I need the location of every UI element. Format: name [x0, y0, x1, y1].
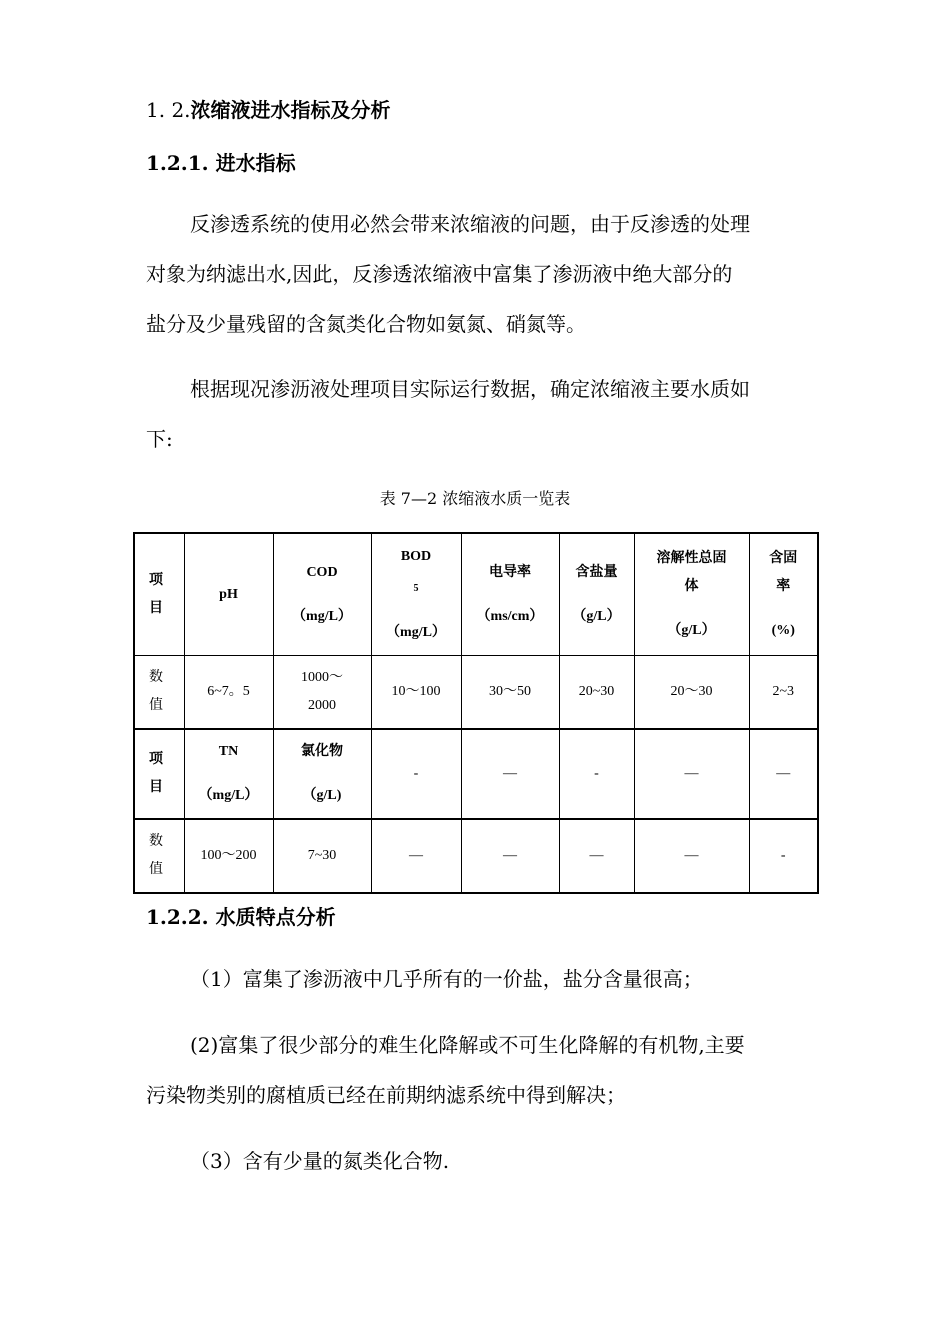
value-cell-empty: —: [461, 819, 559, 893]
value-cell-empty: —: [634, 819, 749, 893]
subsection-heading-analysis: 1.2.2. 水质特点分析: [146, 905, 336, 929]
paragraph-line: 盐分及少量残留的含氮类化合物如氨氮、硝氮等。: [146, 312, 586, 336]
paragraph-line: 根据现况渗沥液处理项目实际运行数据，确定浓缩液主要水质如: [190, 377, 750, 401]
value-cell-conductivity: 30～50: [461, 656, 559, 730]
value-cell-empty: -: [749, 819, 818, 893]
header-cell-cod: COD （mg/L）: [273, 533, 371, 656]
header-cell-empty: —: [461, 729, 559, 819]
header-cell-item: 项 目: [134, 533, 184, 656]
header-cell-tn: TN （mg/L）: [184, 729, 273, 819]
water-quality-table: [133, 532, 819, 894]
subsection-heading-intake: 1.2.1. 进水指标: [146, 151, 296, 175]
table-header-row-1: [134, 533, 818, 656]
header-cell-tds: 溶解性总固 体 （g/L）: [634, 533, 749, 656]
paragraph-line: 下:: [146, 427, 173, 451]
value-cell-tn: 100～200: [184, 819, 273, 893]
table-header-row-2: [134, 729, 818, 819]
value-cell-salt: 20~30: [559, 656, 634, 730]
header-cell-salt: 含盐量 （g/L）: [559, 533, 634, 656]
table-values-row-2: [134, 819, 818, 893]
value-cell-chloride: 7~30: [273, 819, 371, 893]
paragraph-line: 污染物类别的腐植质已经在前期纳滤系统中得到解决；: [146, 1083, 626, 1107]
header-cell-empty: —: [749, 729, 818, 819]
value-cell-cod: 1000～ 2000: [273, 656, 371, 730]
row-label-values: 数 值: [134, 656, 184, 730]
value-cell-empty: —: [371, 819, 461, 893]
header-cell-conductivity: 电导率 （ms/cm）: [461, 533, 559, 656]
header-cell-chloride: 氯化物 （g/L): [273, 729, 371, 819]
row-label-values: 数 值: [134, 819, 184, 893]
header-cell-bod: BOD $_5$ （mg/L）: [371, 533, 461, 656]
header-cell-empty: -: [371, 729, 461, 819]
header-cell-item: 项 目: [134, 729, 184, 819]
value-cell-empty: —: [559, 819, 634, 893]
header-cell-ph: pH: [184, 533, 273, 656]
header-cell-solid-content: 含固 率 (%): [749, 533, 818, 656]
value-cell-solid-content: 2~3: [749, 656, 818, 730]
point-3: [146, 1136, 810, 1186]
section-number: 1. 2.: [146, 98, 191, 122]
point-2: [146, 1020, 810, 1120]
paragraph-line: （3）含有少量的氮类化合物.: [190, 1149, 450, 1173]
value-cell-bod: 10～100: [371, 656, 461, 730]
header-cell-empty: -: [559, 729, 634, 819]
point-1: [146, 954, 810, 1004]
paragraph-data-source: [146, 364, 810, 464]
section-title: 浓缩液进水指标及分析: [190, 98, 391, 122]
table-values-row-1: [134, 656, 818, 730]
paragraph-line: 反渗透系统的使用必然会带来浓缩液的问题，由于反渗透的处理: [190, 212, 750, 236]
paragraph-line: (2)富集了很少部分的难生化降解或不可生化降解的有机物,主要: [190, 1033, 745, 1057]
section-heading: [146, 100, 391, 120]
paragraph-line: （1）富集了渗沥液中几乎所有的一价盐，盐分含量很高；: [190, 967, 703, 991]
paragraph-line: 对象为纳滤出水,因此，反渗透浓缩液中富集了渗沥液中绝大部分的: [146, 262, 733, 286]
header-cell-empty: —: [634, 729, 749, 819]
value-cell-ph: 6~7。5: [184, 656, 273, 730]
paragraph-intro: [146, 199, 810, 349]
table-caption: 表 7—2 浓缩液水质一览表: [379, 489, 571, 508]
value-cell-tds: 20～30: [634, 656, 749, 730]
